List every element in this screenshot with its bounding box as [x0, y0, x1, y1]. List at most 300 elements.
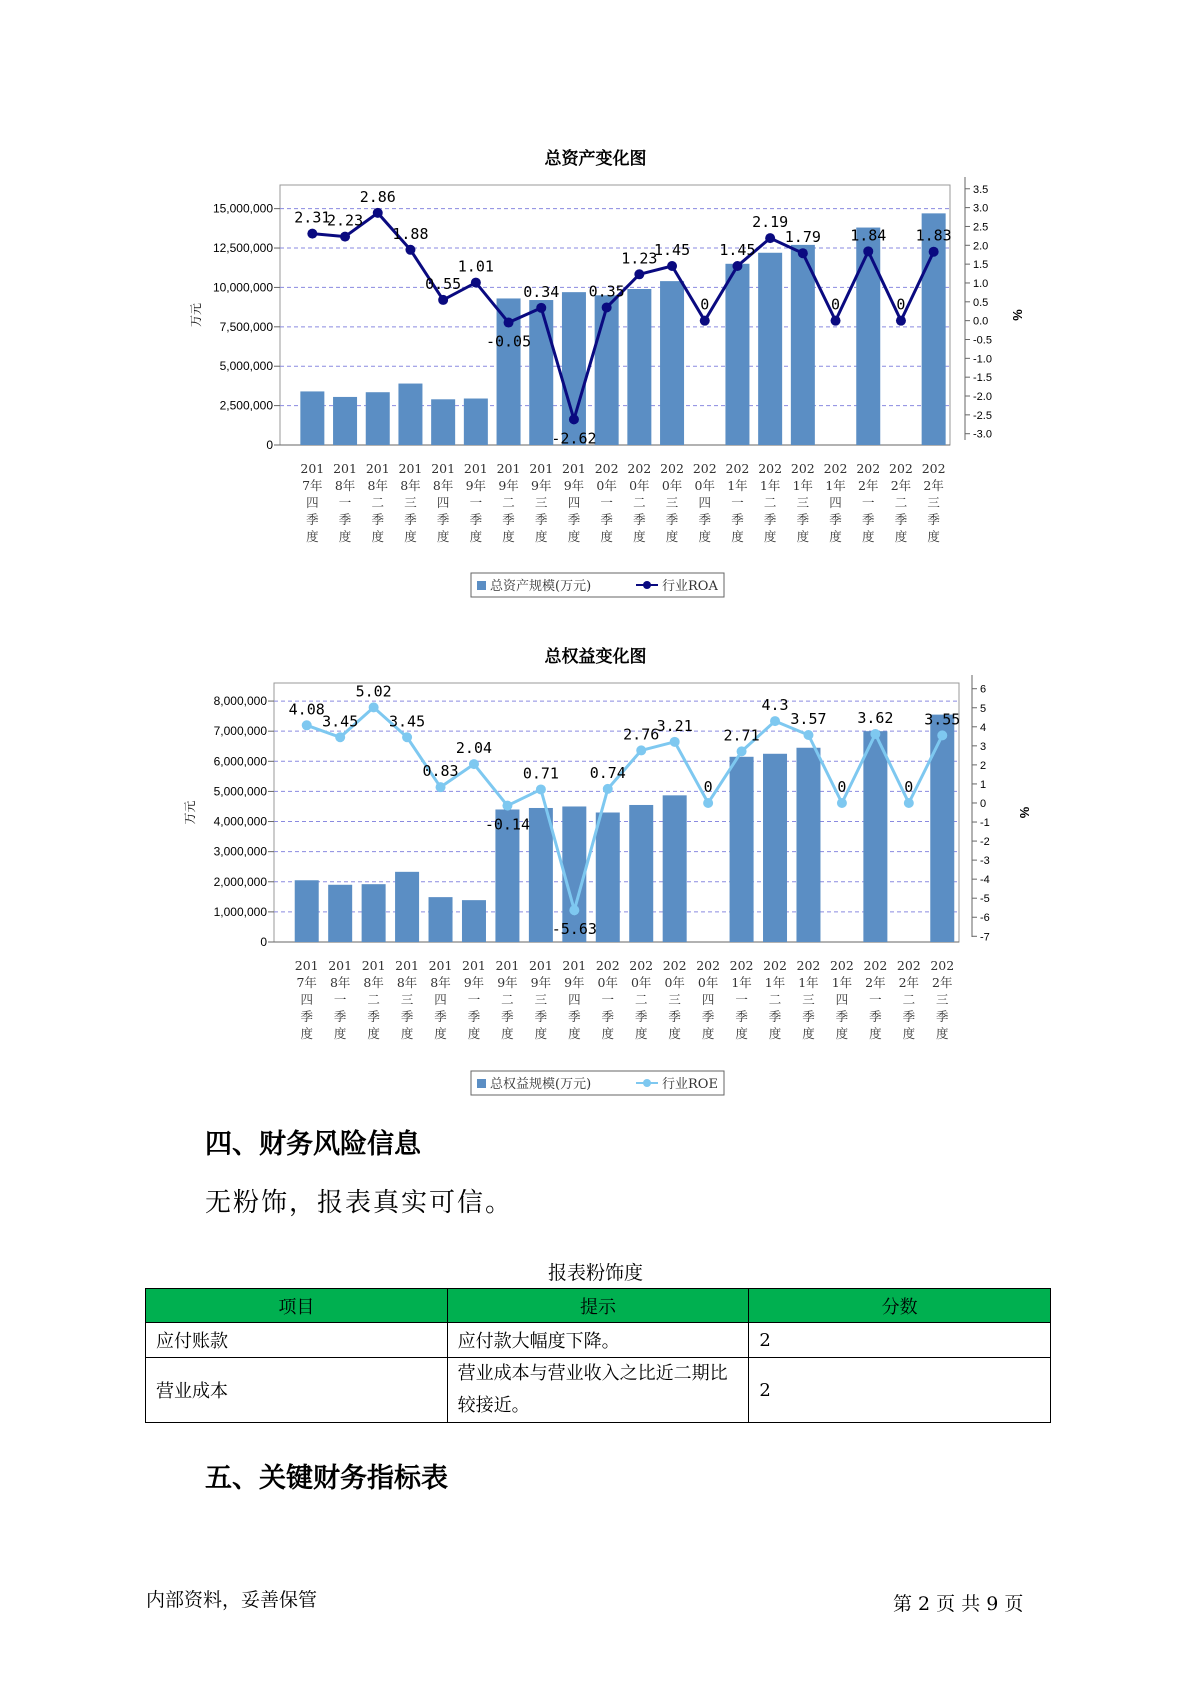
- data-label: 0: [700, 295, 710, 314]
- line-point: [469, 759, 479, 769]
- x-tick-label: 度: [434, 1026, 447, 1041]
- x-tick-label: 度: [400, 1026, 414, 1041]
- x-tick-label: 季: [600, 512, 613, 527]
- y-tick-label: 4,000,000: [213, 814, 267, 829]
- header-score: 分数: [749, 1289, 1051, 1323]
- y-axis-label: 万元: [183, 800, 197, 825]
- data-label: 1.45: [653, 241, 691, 260]
- x-tick-label: 季: [731, 512, 744, 527]
- legend-bar-swatch: [477, 1079, 486, 1088]
- x-tick-label: 201: [361, 958, 386, 973]
- bar: [529, 808, 553, 942]
- x-tick-label: 度: [731, 529, 744, 544]
- bar: [791, 245, 815, 445]
- bar: [529, 300, 553, 445]
- x-tick-label: 一: [333, 992, 347, 1007]
- x-tick-label: 季: [735, 1009, 748, 1024]
- data-label: 1.45: [719, 241, 756, 260]
- bar: [395, 872, 419, 942]
- x-tick-label: 1年: [831, 975, 853, 990]
- x-tick-label: 季: [927, 512, 940, 527]
- line-point: [436, 782, 446, 792]
- y-axis-label: 万元: [189, 302, 203, 328]
- x-tick-label: 度: [701, 1026, 715, 1041]
- legend-line-marker: [643, 581, 651, 589]
- table-row: [146, 1358, 1051, 1423]
- x-tick-label: 度: [534, 529, 548, 544]
- x-tick-label: 度: [665, 529, 679, 544]
- data-label: 3.62: [857, 709, 894, 728]
- data-label: 0: [831, 295, 841, 314]
- table-row: [146, 1323, 1051, 1358]
- y-tick-label: 8,000,000: [213, 694, 267, 709]
- data-label: 3.57: [790, 709, 827, 728]
- y2-tick-label: -2.0: [973, 391, 992, 404]
- y-tick-label: 7,500,000: [219, 319, 273, 334]
- table-header-row: [146, 1289, 1051, 1323]
- line-point: [703, 798, 713, 808]
- x-tick-label: 202: [856, 461, 881, 476]
- data-label: 0.34: [523, 282, 560, 301]
- x-tick-label: 度: [802, 1026, 815, 1041]
- data-label: 1.23: [621, 249, 658, 268]
- legend-bar-label: 总权益规模(万元): [490, 1077, 592, 1092]
- data-label: 2.31: [294, 208, 331, 227]
- x-tick-label: 0年: [630, 975, 652, 990]
- x-tick-label: 二: [367, 992, 380, 1007]
- y2-tick-label: 2.5: [973, 221, 989, 234]
- bar: [629, 805, 653, 942]
- x-tick-label: 四: [698, 495, 712, 510]
- data-label: 2.04: [455, 739, 493, 758]
- data-label: 3.45: [322, 712, 359, 731]
- x-tick-label: 三: [404, 495, 417, 510]
- data-label: 0: [904, 777, 914, 796]
- data-label: 1.84: [850, 226, 887, 245]
- row-score: 2: [749, 1358, 1051, 1423]
- x-tick-label: 201: [462, 958, 486, 973]
- x-tick-label: 季: [698, 512, 712, 527]
- x-tick-label: 201: [562, 958, 587, 973]
- x-tick-label: 季: [763, 512, 777, 527]
- line-point: [373, 208, 383, 218]
- x-tick-label: 一: [601, 992, 615, 1007]
- line-point: [402, 732, 412, 742]
- x-tick-label: 一: [338, 495, 352, 510]
- line-point: [340, 232, 350, 242]
- footer-page-number: 第 2 页 共 9 页: [893, 1593, 1024, 1615]
- x-tick-label: 8年: [400, 478, 421, 493]
- data-label: -5.63: [551, 920, 597, 939]
- bar: [596, 813, 620, 943]
- x-tick-label: 二: [371, 495, 385, 510]
- bar: [431, 399, 455, 445]
- x-tick-label: 季: [434, 1009, 447, 1024]
- x-tick-label: 一: [600, 495, 613, 510]
- data-label: 2.23: [326, 211, 364, 230]
- data-label: -0.05: [485, 332, 532, 351]
- x-tick-label: 8年: [367, 478, 388, 493]
- x-tick-label: 8年: [334, 478, 356, 493]
- bar: [366, 392, 390, 445]
- x-tick-label: 季: [502, 512, 515, 527]
- chart-title-assets: 总资产变化图: [544, 149, 647, 169]
- footer-confidential: 内部资料，妥善保管: [146, 1589, 318, 1611]
- y2-tick-label: -2.5: [973, 409, 992, 422]
- x-tick-label: 2年: [932, 975, 953, 990]
- y-tick-label: 3,000,000: [213, 844, 267, 859]
- x-tick-label: 二: [768, 992, 782, 1007]
- line-point: [504, 318, 514, 328]
- x-tick-label: 度: [534, 1026, 548, 1041]
- x-tick-label: 季: [371, 512, 385, 527]
- x-tick-label: 度: [869, 1026, 882, 1041]
- legend-line-label: 行业ROE: [662, 1077, 718, 1092]
- x-tick-label: 季: [534, 1009, 548, 1024]
- x-tick-label: 四: [835, 992, 849, 1007]
- x-tick-label: 7年: [296, 975, 317, 990]
- x-tick-label: 201: [431, 461, 456, 476]
- x-tick-label: 202: [660, 461, 684, 476]
- x-tick-label: 季: [567, 512, 581, 527]
- x-tick-label: 季: [802, 1009, 815, 1024]
- x-tick-label: 季: [634, 1009, 648, 1024]
- x-tick-label: 2年: [890, 478, 912, 493]
- x-tick-label: 201: [333, 461, 357, 476]
- bar: [725, 264, 749, 445]
- line-point: [700, 316, 710, 326]
- data-label: -2.62: [551, 429, 597, 448]
- section5-heading: 五、关键财务指标表: [205, 1463, 448, 1494]
- bar: [730, 757, 754, 942]
- x-tick-label: 202: [921, 461, 946, 476]
- bar: [627, 289, 651, 445]
- line-point: [335, 732, 345, 742]
- x-tick-label: 202: [758, 461, 783, 476]
- x-tick-label: 201: [395, 958, 420, 973]
- line-point: [837, 798, 847, 808]
- y-tick-label: 0: [266, 438, 273, 452]
- x-tick-label: 202: [729, 958, 754, 973]
- x-tick-label: 202: [662, 958, 687, 973]
- x-tick-label: 8年: [329, 975, 351, 990]
- x-tick-label: 四: [829, 495, 842, 510]
- x-tick-label: 四: [568, 992, 581, 1007]
- y2-tick-label: -1: [980, 817, 990, 830]
- line-point: [536, 303, 546, 313]
- risk-table: [145, 1288, 1051, 1423]
- x-tick-label: 三: [936, 992, 949, 1007]
- line-point: [307, 229, 317, 239]
- y2-tick-label: -3: [980, 855, 990, 868]
- data-label: 0.55: [425, 274, 462, 293]
- x-tick-label: 二: [501, 992, 514, 1007]
- line-point: [863, 246, 873, 256]
- x-tick-label: 季: [869, 1009, 882, 1024]
- y-tick-label: 1,000,000: [213, 904, 267, 919]
- data-label: 1.79: [784, 228, 821, 247]
- line-point: [602, 302, 612, 312]
- x-tick-label: 2年: [858, 478, 879, 493]
- x-tick-label: 季: [300, 1009, 313, 1024]
- bar: [930, 715, 954, 942]
- x-tick-label: 季: [469, 512, 483, 527]
- line-point: [369, 702, 379, 712]
- x-tick-label: 度: [768, 1026, 782, 1041]
- x-tick-label: 202: [823, 461, 848, 476]
- line-point: [502, 801, 512, 811]
- x-tick-label: 三: [534, 992, 548, 1007]
- line-point: [870, 729, 880, 739]
- y2-tick-label: 0.5: [973, 296, 989, 309]
- x-tick-label: 季: [796, 512, 810, 527]
- x-tick-label: 202: [896, 958, 921, 973]
- data-label: 1.88: [392, 224, 429, 243]
- y2-tick-label: -5: [980, 893, 990, 906]
- line-point: [803, 730, 813, 740]
- x-tick-label: 季: [835, 1009, 849, 1024]
- y-tick-label: 12,500,000: [212, 241, 273, 256]
- x-tick-label: 四: [434, 992, 447, 1007]
- line-point: [896, 316, 906, 326]
- x-tick-label: 度: [338, 529, 352, 544]
- y-tick-label: 5,000,000: [219, 359, 273, 374]
- x-tick-label: 季: [633, 512, 646, 527]
- bar: [362, 884, 386, 942]
- y2-tick-label: -7: [980, 931, 990, 944]
- data-label: 1.01: [457, 257, 494, 276]
- x-tick-label: 202: [863, 958, 888, 973]
- x-tick-label: 度: [502, 529, 515, 544]
- x-tick-label: 202: [889, 461, 913, 476]
- y2-tick-label: -1.0: [973, 353, 992, 366]
- x-tick-label: 8年: [363, 975, 384, 990]
- x-tick-label: 度: [467, 1026, 481, 1041]
- x-tick-label: 季: [436, 512, 450, 527]
- x-tick-label: 201: [495, 958, 520, 973]
- x-tick-label: 1年: [759, 478, 781, 493]
- line-point: [937, 730, 947, 740]
- table-caption: 报表粉饰度: [547, 1262, 643, 1284]
- x-tick-label: 度: [633, 529, 646, 544]
- x-tick-label: 三: [796, 495, 810, 510]
- data-label: 2.86: [359, 187, 396, 206]
- x-tick-label: 季: [665, 512, 679, 527]
- x-tick-label: 202: [629, 958, 654, 973]
- x-tick-label: 度: [300, 1026, 313, 1041]
- header-item: 项目: [146, 1289, 448, 1323]
- bar: [863, 731, 887, 942]
- bar: [663, 795, 687, 942]
- x-tick-label: 二: [763, 495, 777, 510]
- x-tick-label: 1年: [764, 975, 786, 990]
- legend-bar-label: 总资产规模(万元): [490, 579, 592, 594]
- bar: [333, 397, 357, 445]
- legend-bar-swatch: [477, 581, 486, 590]
- x-tick-label: 9年: [497, 975, 518, 990]
- x-tick-label: 9年: [498, 478, 519, 493]
- legend-line-marker: [643, 1079, 651, 1087]
- x-tick-label: 季: [306, 512, 319, 527]
- line-point: [536, 784, 546, 794]
- x-tick-label: 季: [467, 1009, 481, 1024]
- x-tick-label: 201: [300, 461, 325, 476]
- x-tick-label: 度: [735, 1026, 748, 1041]
- x-tick-label: 季: [829, 512, 842, 527]
- risk-paragraph: 无粉饰，报表真实可信。: [205, 1188, 514, 1218]
- x-tick-label: 季: [501, 1009, 514, 1024]
- x-tick-label: 四: [300, 992, 313, 1007]
- x-tick-label: 202: [595, 958, 620, 973]
- y2-tick-label: 5: [980, 702, 987, 715]
- data-label: 0: [837, 777, 847, 796]
- x-tick-label: 202: [725, 461, 750, 476]
- x-tick-label: 度: [601, 1026, 615, 1041]
- x-tick-label: 201: [328, 958, 353, 973]
- y2-tick-label: -0.5: [973, 334, 992, 347]
- x-tick-label: 201: [528, 958, 553, 973]
- x-tick-label: 201: [562, 461, 586, 476]
- total-assets-chart: [0, 145, 1191, 594]
- y2-tick-label: 2.0: [973, 240, 989, 253]
- x-tick-label: 8年: [396, 975, 418, 990]
- x-tick-label: 三: [400, 992, 414, 1007]
- x-tick-label: 202: [829, 958, 854, 973]
- y-tick-label: 5,000,000: [213, 784, 267, 799]
- line-point: [737, 746, 747, 756]
- x-tick-label: 度: [469, 529, 483, 544]
- x-tick-label: 202: [790, 461, 815, 476]
- y2-tick-label: -4: [980, 874, 990, 887]
- bar: [328, 885, 352, 942]
- x-tick-label: 一: [861, 495, 875, 510]
- x-tick-label: 202: [930, 958, 955, 973]
- row-score: 2: [749, 1323, 1051, 1358]
- x-tick-label: 度: [501, 1026, 514, 1041]
- data-label: 0.35: [588, 282, 625, 301]
- x-tick-label: 0年: [629, 478, 650, 493]
- x-tick-label: 9年: [531, 478, 552, 493]
- y2-axis-label: %: [1017, 806, 1032, 819]
- data-label: 2.19: [752, 213, 789, 232]
- x-tick-label: 1年: [825, 478, 846, 493]
- x-tick-label: 三: [668, 992, 681, 1007]
- x-tick-label: 度: [333, 1026, 347, 1041]
- y2-tick-label: 6: [980, 683, 987, 696]
- x-tick-label: 四: [567, 495, 581, 510]
- y2-tick-label: 4: [980, 721, 987, 734]
- x-tick-label: 度: [668, 1026, 681, 1041]
- bar: [429, 897, 453, 942]
- x-tick-label: 202: [796, 958, 821, 973]
- x-tick-label: 季: [400, 1009, 414, 1024]
- x-tick-label: 一: [735, 992, 748, 1007]
- x-tick-label: 0年: [697, 975, 719, 990]
- line-point: [904, 798, 914, 808]
- y2-tick-label: 3.0: [973, 202, 989, 215]
- line-point: [302, 720, 312, 730]
- x-tick-label: 0年: [661, 478, 683, 493]
- line-point: [831, 316, 841, 326]
- section4-heading: 四、财务风险信息: [205, 1129, 421, 1160]
- bar: [464, 399, 488, 445]
- y2-tick-label: 3: [980, 740, 987, 753]
- bar: [595, 295, 619, 445]
- x-tick-label: 9年: [465, 478, 487, 493]
- x-tick-label: 9年: [530, 975, 552, 990]
- x-tick-label: 0年: [597, 975, 619, 990]
- line-point: [929, 247, 939, 257]
- x-tick-label: 一: [731, 495, 744, 510]
- x-tick-label: 201: [365, 461, 390, 476]
- x-tick-label: 202: [763, 958, 787, 973]
- data-label: 3.21: [656, 716, 693, 735]
- bar: [295, 880, 319, 942]
- x-tick-label: 季: [338, 512, 352, 527]
- x-tick-label: 9年: [563, 478, 585, 493]
- x-tick-label: 季: [701, 1009, 715, 1024]
- x-tick-label: 季: [768, 1009, 782, 1024]
- y2-tick-label: -3.0: [973, 428, 992, 441]
- x-tick-label: 201: [463, 461, 488, 476]
- x-tick-label: 二: [633, 495, 646, 510]
- x-tick-label: 度: [894, 529, 908, 544]
- x-tick-label: 202: [627, 461, 652, 476]
- x-tick-label: 7年: [302, 478, 323, 493]
- x-tick-label: 度: [829, 529, 842, 544]
- x-tick-label: 2年: [923, 478, 944, 493]
- y2-tick-label: 1.5: [973, 259, 989, 272]
- y2-tick-label: 2: [980, 759, 987, 772]
- line-point: [732, 261, 742, 271]
- x-tick-label: 三: [534, 495, 548, 510]
- line-point: [438, 295, 448, 305]
- line-point: [670, 737, 680, 747]
- x-tick-label: 度: [600, 529, 613, 544]
- line-point: [798, 248, 808, 258]
- x-tick-label: 201: [529, 461, 554, 476]
- line-point: [765, 233, 775, 243]
- y-tick-label: 10,000,000: [212, 280, 273, 295]
- y2-tick-label: -1.5: [973, 372, 992, 385]
- x-tick-label: 度: [306, 529, 319, 544]
- data-label: 2.71: [723, 726, 760, 745]
- y2-tick-label: 3.5: [973, 183, 989, 196]
- x-tick-label: 季: [861, 512, 875, 527]
- total-equity-chart: [0, 643, 1191, 1092]
- line-point: [667, 261, 677, 271]
- x-tick-label: 202: [594, 461, 619, 476]
- y2-tick-label: 1.0: [973, 277, 989, 290]
- x-tick-label: 201: [294, 958, 319, 973]
- bar: [462, 900, 486, 942]
- x-tick-label: 9年: [463, 975, 485, 990]
- x-tick-label: 201: [496, 461, 521, 476]
- x-tick-label: 季: [568, 1009, 581, 1024]
- line-point: [569, 414, 579, 424]
- x-tick-label: 度: [861, 529, 875, 544]
- bar: [660, 281, 684, 445]
- row-hint: 营业成本与营业收入之比近二期比较接近。: [447, 1358, 749, 1423]
- x-tick-label: 202: [692, 461, 717, 476]
- data-label: 4.08: [288, 700, 325, 719]
- x-tick-label: 度: [835, 1026, 849, 1041]
- x-tick-label: 季: [367, 1009, 380, 1024]
- y2-axis-label: %: [1010, 309, 1025, 321]
- x-tick-label: 201: [428, 958, 453, 973]
- x-tick-label: 1年: [798, 975, 819, 990]
- bar: [856, 228, 880, 445]
